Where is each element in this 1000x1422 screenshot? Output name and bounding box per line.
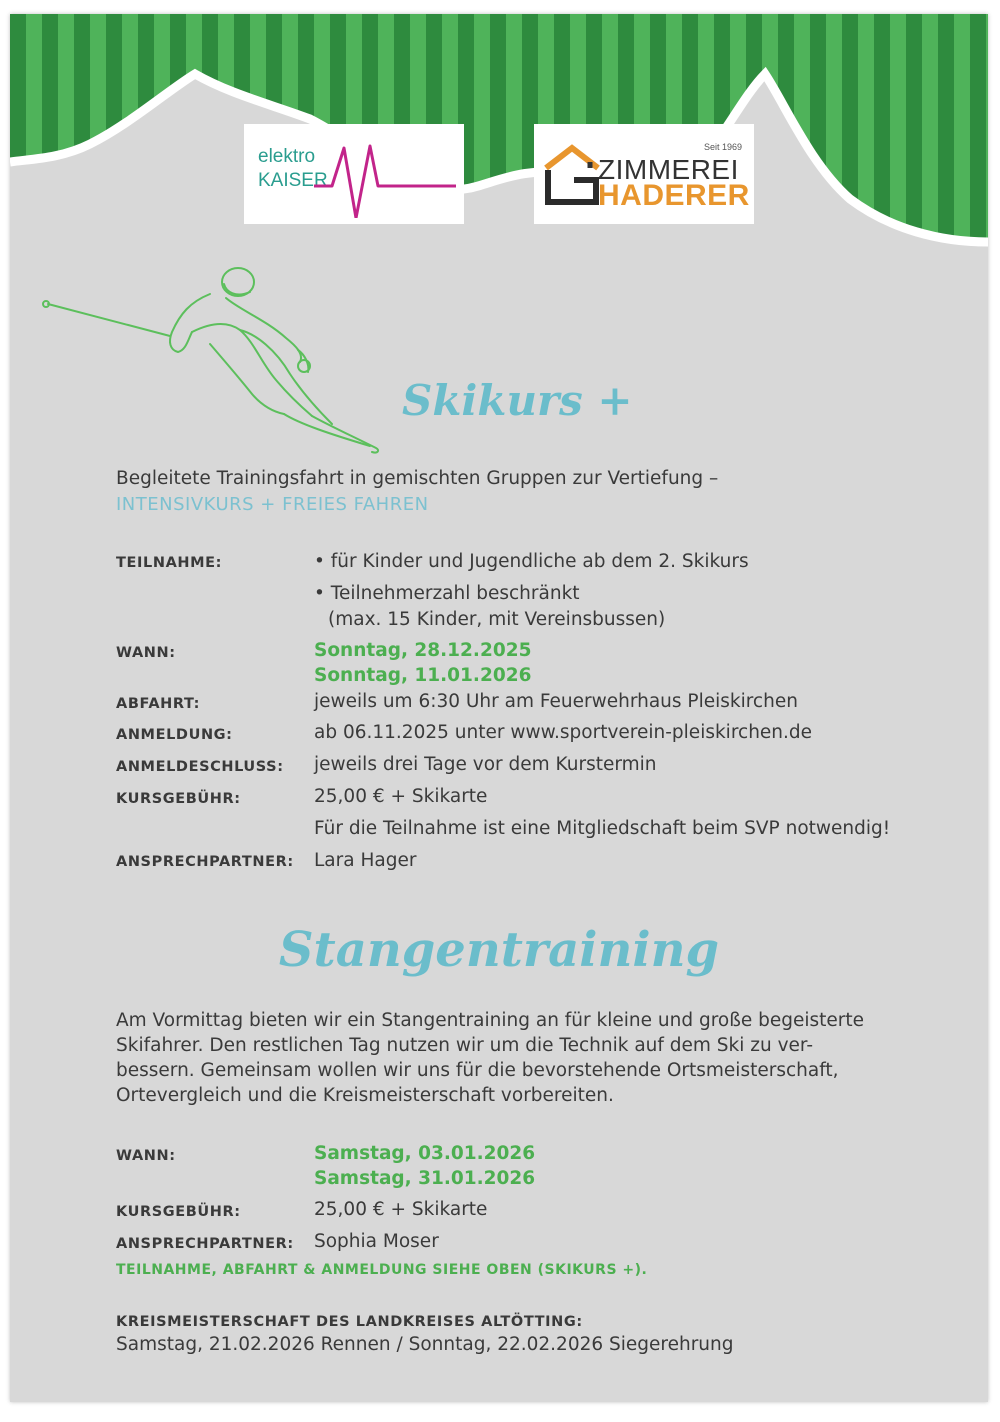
wann-label: WANN: bbox=[116, 645, 176, 661]
header-mountain-stripes bbox=[10, 14, 988, 264]
paragraph-line: Ortevergleich und die Kreismeisterschaft vorbereiten. bbox=[116, 1085, 614, 1106]
heartbeat-line-icon bbox=[314, 138, 459, 218]
stangen-ansprechpartner-value: Sophia Moser bbox=[314, 1231, 439, 1252]
paragraph-line: bessern. Gemeinsam wollen wir uns für die bevorstehende Ortsmeisterschaft, bbox=[116, 1060, 839, 1081]
paragraph-line: Am Vormittag bieten wir ein Stangentraining an für kleine und große begeisterte bbox=[116, 1010, 865, 1031]
kreismeisterschaft-label: KREISMEISTERSCHAFT DES LANDKREISES ALTÖTTING: bbox=[116, 1314, 583, 1330]
kursgebuehr-label: KURSGEBÜHR: bbox=[116, 791, 241, 807]
sponsor-logo-zimmerei-haderer bbox=[534, 124, 754, 224]
anmeldung-value: ab 06.11.2025 unter www.sportverein-pleiskirchen.de bbox=[314, 722, 813, 743]
skikurs-intro: Begleitete Trainingsfahrt in gemischten Gruppen zur Vertiefung – bbox=[116, 468, 719, 489]
ansprechpartner-value: Lara Hager bbox=[314, 850, 417, 871]
anmeldeschluss-label: ANMELDESCHLUSS: bbox=[116, 759, 284, 775]
skikurs-date-1: Sonntag, 28.12.2025 bbox=[314, 640, 532, 661]
teilnahme-label: TEILNAHME: bbox=[116, 555, 223, 571]
kaiser-logo-line1: elektro bbox=[258, 146, 316, 167]
stangentraining-title: Stangentraining bbox=[278, 922, 720, 978]
skikurs-title: Skikurs + bbox=[402, 376, 633, 425]
haderer-logo-line1: ZIMMEREI bbox=[598, 154, 739, 185]
mitgliedschaft-note: Für die Teilnahme ist eine Mitgliedschaft beim SVP notwendig! bbox=[314, 818, 891, 839]
flyer-page bbox=[10, 14, 988, 1402]
haderer-logo-line2: HADERER bbox=[598, 179, 750, 212]
stangen-kursgebuehr-label: KURSGEBÜHR: bbox=[116, 1204, 241, 1220]
stangen-ansprechpartner-label: ANSPRECHPARTNER: bbox=[116, 1236, 294, 1252]
sponsor-logo-elektro-kaiser bbox=[244, 124, 464, 224]
stangentraining-paragraph bbox=[116, 1008, 896, 1108]
kursgebuehr-value: 25,00 € + Skikarte bbox=[314, 786, 488, 807]
stangen-date-1: Samstag, 03.01.2026 bbox=[314, 1143, 536, 1164]
skikurs-intro-accent: INTENSIVKURS + FREIES FAHREN bbox=[116, 494, 429, 515]
teilnahme-bullet-1: • für Kinder und Jugendliche ab dem 2. Skikurs bbox=[314, 551, 749, 572]
stangen-wann-label: WANN: bbox=[116, 1148, 176, 1164]
abfahrt-label: ABFAHRT: bbox=[116, 696, 201, 712]
skikurs-date-2: Sonntag, 11.01.2026 bbox=[314, 665, 532, 686]
abfahrt-value: jeweils um 6:30 Uhr am Feuerwehrhaus Pleiskirchen bbox=[314, 691, 798, 712]
kaiser-logo-line2: KAISER bbox=[258, 170, 328, 191]
skier-illustration bbox=[40, 254, 380, 454]
kreismeisterschaft-value: Samstag, 21.02.2026 Rennen / Sonntag, 22.02.2026 Siegerehrung bbox=[116, 1334, 734, 1355]
anmeldung-label: ANMELDUNG: bbox=[116, 727, 233, 743]
anmeldeschluss-value: jeweils drei Tage vor dem Kurstermin bbox=[314, 754, 657, 775]
stangen-kursgebuehr-value: 25,00 € + Skikarte bbox=[314, 1199, 488, 1220]
stangen-note: TEILNAHME, ABFAHRT & ANMELDUNG SIEHE OBEN (SKIKURS +). bbox=[116, 1262, 648, 1278]
stangen-date-2: Samstag, 31.01.2026 bbox=[314, 1168, 536, 1189]
ansprechpartner-label: ANSPRECHPARTNER: bbox=[116, 854, 294, 870]
paragraph-line: Skifahrer. Den restlichen Tag nutzen wir um die Technik auf dem Ski zu ver- bbox=[116, 1035, 814, 1056]
teilnahme-bullet-2: • Teilnehmerzahl beschränkt bbox=[314, 583, 580, 604]
haderer-since: Seit 1969 bbox=[703, 142, 742, 152]
teilnahme-bullet-2-detail: (max. 15 Kinder, mit Vereinsbussen) bbox=[328, 609, 666, 630]
house-g-logo-icon bbox=[542, 144, 602, 206]
